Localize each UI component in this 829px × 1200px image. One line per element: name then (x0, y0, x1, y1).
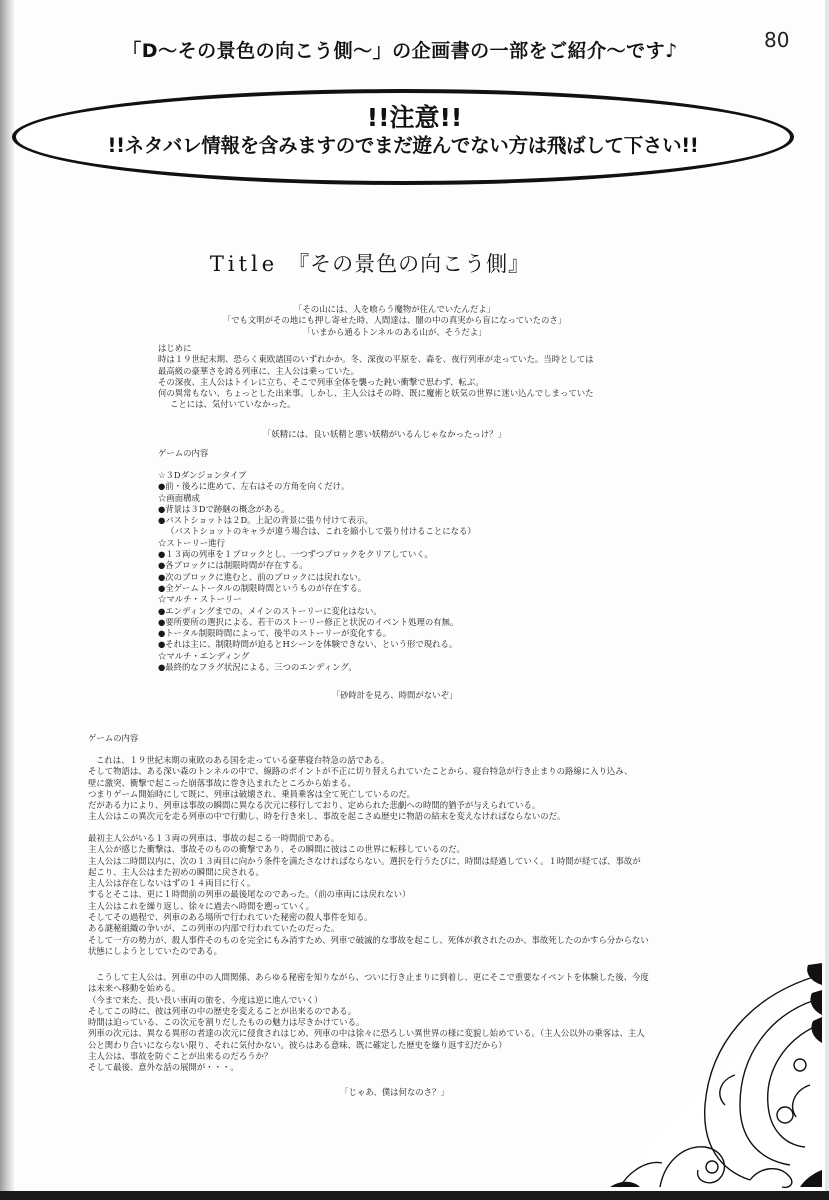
story-line: これは、１９世紀末期の東欧のある国を走っている豪華寝台特急の話である。 (96, 755, 390, 765)
story-line: 主人公はこの異次元を走る列車の中で行動し、時を行き来し、事故を起こさぬ歴史に物語の結末を変えなければならないのだ。 (88, 811, 566, 822)
story-line: 起こり、主人公はまた初めの瞬間に戻される。 (88, 866, 264, 877)
story-heading: ゲームの内容 (88, 733, 139, 743)
story-line: 主人公は、事故を防ぐことが出来るのだろうか？ (88, 1051, 273, 1062)
intro-line: 何の異常もない、ちょっとした出来事。しかし、主人公はその時、既に魔術と妖気の世界に迷い込んでしまっていた (158, 388, 594, 399)
story-line: こうして主人公は、列車の中の人間関係、あらゆる秘密を知りながら、ついに行き止まりに到着し、更にそこで重要なイベントを体験した後、今度 (96, 972, 649, 982)
game-contents-item: ●バストショットは２D。上記の背景に張り付けて表示。 (158, 515, 373, 526)
intro-line: 時は１９世紀末期、恐らく東欧諸国のいずれかか。冬、深夜の平原を、森を、夜行列車が走っていた。当時としては (158, 354, 594, 365)
warning-heading: !!注意!! (366, 103, 463, 132)
story-line: そして最後、意外な話の展開が・・・。 (88, 1062, 239, 1073)
game-contents-item: ☆マルチ・ストーリー (158, 594, 242, 605)
game-contents-item: ●各ブロックには制限時間が存在する。 (158, 560, 308, 571)
intro-line: その深夜、主人公はトイレに立ち、そこで列車全体を襲った鈍い衝撃で思わず、転ぶ。 (158, 376, 484, 387)
game-contents-item: ●背景は３Dで跡継の概念がある。 (158, 503, 290, 514)
story-line: だがある力により、列車は事故の瞬間に異なる次元に移行しており、定められた悲劇への時間的猶予が与えられている。 (88, 800, 541, 811)
story-line: そして一方の勢力が、殺人事件そのものを完全にもみ消すため、列車で破滅的な事故を起こし、死体が救されたのか、事故死したのかすら分からない (88, 934, 649, 945)
story-line: 主人公は二時間以内に、次の１３両目に向かう条件を満たさなければならない。選択を行うたびに、時間は経過していく。１時間が経てば、事故が (88, 855, 641, 866)
intro-line: 最高級の豪華さを誇る列車に、主人公は乗っていた。 (158, 365, 359, 376)
header-title: 「D～その景色の向こう側～」の企画書の一部をご紹介～です♪ (122, 40, 678, 62)
story-line: 状態にしようとしていたのである。 (88, 945, 222, 956)
story-paragraph-1 (88, 755, 632, 823)
page-number: 80 (764, 28, 790, 52)
quote-fairy: 「妖精には、良い妖精と悪い妖精がいるんじゃなかったっけ？」 (263, 429, 506, 439)
page-right-edge (825, 0, 829, 1200)
game-contents-item: （バストショットのキャラが違う場合は、これを縮小して張り付けることになる） (166, 526, 476, 537)
game-contents-item: ●１３両の列車を１ブロックとし、一つずつブロックをクリアしていく。 (158, 549, 433, 560)
game-contents-item: ●それは主に、制限時間が迫るとHシーンを体験できない、という形で現れる。 (158, 639, 458, 650)
intro-line: ことには、気付いていなかった。 (170, 399, 296, 410)
story-paragraph-3 (88, 972, 649, 1074)
page-bottom-edge (0, 1191, 829, 1200)
story-line: そして物語は、ある深い森のトンネルの中で、線路のポイントが不正に切り替えられていたことから、寝台特急が行き止まりの路線に入り込み、 (88, 766, 633, 777)
document-title (0, 248, 740, 278)
story-line: （今まで来た、長い長い車両の旅を、今度は逆に進んでいく） (88, 994, 323, 1005)
game-contents-item: ☆３Dダンジョンタイプ (158, 470, 247, 480)
game-contents-heading: ゲームの内容 (158, 448, 209, 458)
opening-quote: 「その山には、人を喰らう魔物が住んでいたんだよ」 (294, 304, 495, 314)
story-line: つまりゲーム開始時にして既に、列車は破壊され、乗員乗客は全て死亡しているのだ。 (88, 788, 416, 799)
story-line: そしてこの時に、彼は列車の中の歴史を変えることが出来るのである。 (88, 1005, 356, 1016)
story-line: するとそこは、更に１時間前の列車の最後尾なのであった。（前の車両には戻れない） (88, 889, 411, 900)
game-contents-item: ●全ゲームトータルの制限時間というものが存在する。 (158, 582, 367, 593)
game-contents-item: ☆ストーリー進行 (158, 537, 225, 548)
story-paragraph-2 (88, 833, 649, 957)
intro-line: はじめに (158, 343, 192, 353)
game-contents-item: ●エンディングまでの、メインのストーリーに変化はない。 (158, 605, 382, 616)
story-line: 壁に激突、衝撃で起こった崩落事故に巻き込まれたところから始まる。 (88, 777, 356, 788)
warning-text: !!ネタバレ情報を含みますのでまだ遊んでない方は飛ばして下さい!! (107, 134, 699, 157)
story-line: 時間は迫っている、この次元を割りだしたものの魅力は尽きかけている。 (88, 1017, 365, 1028)
game-contents-list (158, 470, 476, 673)
opening-quote: 「いまから通るトンネルのある山が、そうだよ」 (302, 326, 487, 337)
story-line: 主人公が感じた衝撃は、事故そのものの衝撃であり、その瞬間に彼はこの世界に転移しているのだ。 (88, 844, 465, 855)
document-title-japanese: 『その景色の向こう側』 (288, 252, 531, 276)
game-contents-item: ●最終的なフラグ状況による、三つのエンディング。 (158, 662, 357, 673)
document-title-latin: Title (209, 252, 279, 276)
page-edge-shadow (0, 0, 14, 1200)
story-line: は未来へ移動を始める。 (88, 983, 181, 994)
opening-quotes (0, 304, 809, 338)
story-line: ある謎秘組織の争いが、この列車の内部で行われていたのだった。 (88, 923, 340, 934)
game-contents-item: ●次のブロックに進むと、前のブロックには戻れない。 (158, 571, 366, 582)
game-contents-item: ☆マルチ・エンディング (158, 650, 250, 661)
game-contents-item: ●前・後ろに進めて、左右はその方角を向くだけ。 (158, 481, 350, 492)
intro-section (158, 343, 594, 411)
story-line: 最初主人公がいる１３両の列車は、事故の起こる一時間前である。 (88, 833, 340, 843)
quote-final: 「じゃあ、僕は何なのさ？」 (340, 1087, 449, 1097)
story-line: そしてその過程で、列車のある場所で行われていた秘密の殺人事件を知る。 (88, 912, 373, 923)
corner-ornament-icon (600, 955, 825, 1190)
story-line: 主人公はこれを繰り返し、徐々に過去へ時間を遡っていく。 (88, 900, 314, 911)
story-line: 公と関わり合いにならない限り、それに気付かない。彼らはある意味、既に確定した歴史を繰り返す幻だから） (88, 1039, 507, 1050)
game-contents-item: ☆画面構成 (158, 492, 200, 503)
opening-quote: 「でも文明がその地にも押し寄せた時、人間達は、闇の中の真実から盲になっていたのさ」 (222, 315, 567, 326)
story-line: 主人公は存在しないはずの１４両目に行く。 (88, 878, 256, 889)
quote-clock: 「砂時計を見ろ、時間がないぞ」 (331, 690, 458, 700)
story-line: 列車の次元は、異なる異形の者達の次元に侵食されはじめ、列車の中は徐々に恐ろしい異世界の様に変貌し始めている。（主人公以外の乗客は、主人 (88, 1028, 645, 1039)
game-contents-item: ●トータル制限時間によって、後半のストーリーが変化する。 (158, 628, 392, 639)
game-contents-item: ●要所要所の選択による、若干のストーリー修正と状況のイベント処理の有無。 (158, 616, 459, 627)
